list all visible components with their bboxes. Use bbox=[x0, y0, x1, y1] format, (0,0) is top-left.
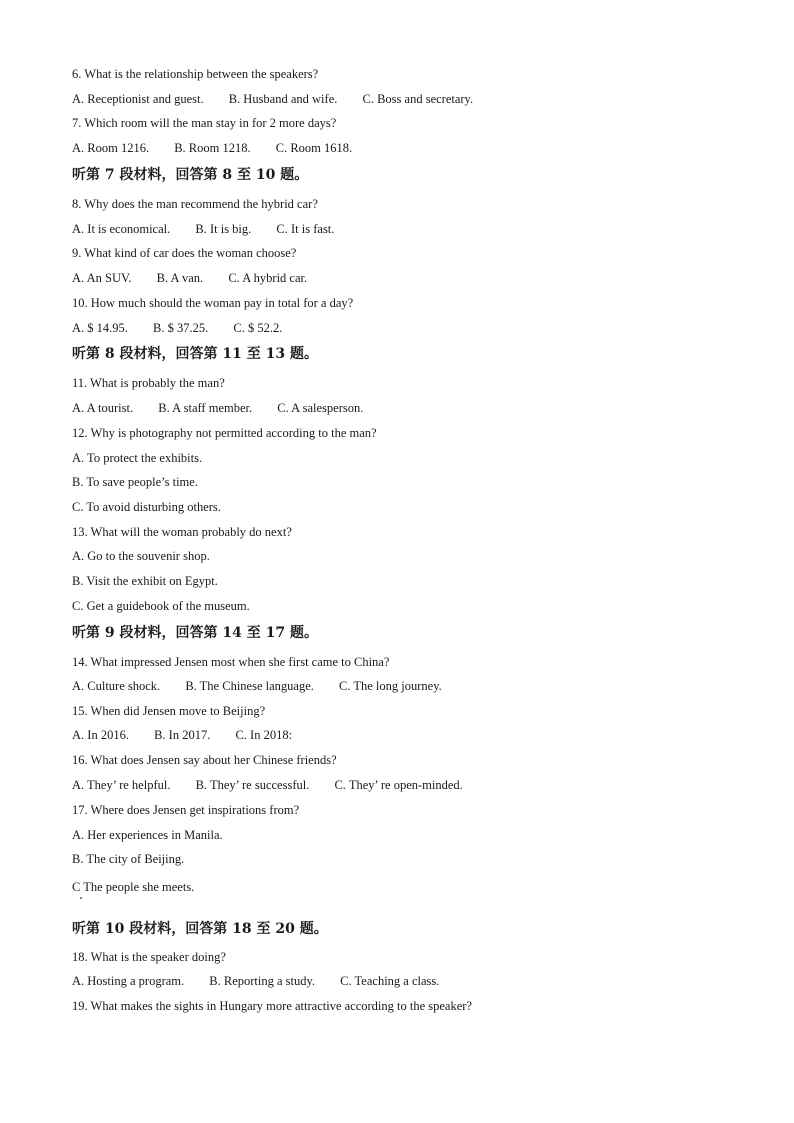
option-6b: B. Husband and wife. bbox=[228, 92, 338, 106]
option-11c: C. A salesperson. bbox=[277, 401, 364, 415]
option-8a: A. It is economical. bbox=[72, 222, 171, 236]
question-15: 15. When did Jensen move to Beijing? bbox=[72, 704, 266, 718]
option-12a: A. To protect the exhibits. bbox=[72, 451, 203, 465]
option-8c: C. It is fast. bbox=[276, 222, 335, 236]
option-9a: A. An SUV. bbox=[72, 271, 132, 285]
option-15a: A. In 2016. bbox=[72, 728, 129, 742]
option-10b: B. $ 37.25. bbox=[153, 321, 209, 335]
option-12c: C. To avoid disturbing others. bbox=[72, 500, 221, 514]
option-7c: C. Room 1618. bbox=[275, 141, 353, 155]
option-18c: C. Teaching a class. bbox=[340, 974, 440, 988]
option-16c: C. They’ re open-minded. bbox=[334, 778, 463, 792]
option-7a: A. Room 1216. bbox=[72, 141, 150, 155]
question-19: 19. What makes the sights in Hungary more attractive according to the speaker? bbox=[72, 999, 472, 1013]
question-10: 10. How much should the woman pay in total for a day? bbox=[72, 296, 354, 310]
section-heading-7: 听第 7 段材料，回答第 8 至 10 题。 bbox=[72, 167, 309, 183]
options-8 bbox=[72, 221, 334, 237]
option-10c: C. $ 52.2. bbox=[233, 321, 283, 335]
option-13a: A. Go to the souvenir shop. bbox=[72, 549, 210, 563]
option-16a: A. They’ re helpful. bbox=[72, 778, 171, 792]
option-16b: B. They’ re successful. bbox=[195, 778, 310, 792]
options-14 bbox=[72, 678, 442, 694]
option-14b: B. The Chinese language. bbox=[185, 679, 314, 693]
options-18 bbox=[72, 973, 439, 989]
option-17a: A. Her experiences in Manila. bbox=[72, 828, 223, 842]
option-17c: C The people she meets. bbox=[72, 880, 195, 894]
option-13b: B. Visit the exhibit on Egypt. bbox=[72, 574, 218, 588]
question-13: 13. What will the woman probably do next? bbox=[72, 525, 292, 539]
option-18b: B. Reporting a study. bbox=[209, 974, 316, 988]
question-8: 8. Why does the man recommend the hybrid car? bbox=[72, 197, 318, 211]
option-11a: A. A tourist. bbox=[72, 401, 134, 415]
question-14: 14. What impressed Jensen most when she first came to China? bbox=[72, 655, 390, 669]
section-heading-9: 听第 9 段材料，回答第 14 至 17 题。 bbox=[72, 625, 318, 641]
option-9b: B. A van. bbox=[156, 271, 204, 285]
options-16 bbox=[72, 777, 463, 793]
question-11: 11. What is probably the man? bbox=[72, 376, 225, 390]
options-10 bbox=[72, 320, 282, 336]
option-14a: A. Culture shock. bbox=[72, 679, 161, 693]
section-heading-10: 听第 10 段材料，回答第 18 至 20 题。 bbox=[72, 921, 328, 937]
option-9c: C. A hybrid car. bbox=[228, 271, 308, 285]
options-9 bbox=[72, 270, 307, 286]
question-18: 18. What is the speaker doing? bbox=[72, 950, 226, 964]
option-6c: C. Boss and secretary. bbox=[362, 92, 474, 106]
options-6 bbox=[72, 91, 473, 107]
options-15 bbox=[72, 727, 292, 743]
options-11 bbox=[72, 400, 363, 416]
stray-mark bbox=[80, 897, 82, 899]
section-heading-8: 听第 8 段材料，回答第 11 至 13 题。 bbox=[72, 346, 318, 362]
question-17: 17. Where does Jensen get inspirations from? bbox=[72, 803, 300, 817]
option-15b: B. In 2017. bbox=[154, 728, 211, 742]
question-9: 9. What kind of car does the woman choose? bbox=[72, 246, 297, 260]
option-10a: A. $ 14.95. bbox=[72, 321, 128, 335]
option-14c: C. The long journey. bbox=[339, 679, 442, 693]
option-8b: B. It is big. bbox=[195, 222, 252, 236]
option-6a: A. Receptionist and guest. bbox=[72, 92, 204, 106]
question-6: 6. What is the relationship between the speakers? bbox=[72, 67, 319, 81]
option-18a: A. Hosting a program. bbox=[72, 974, 185, 988]
question-7: 7. Which room will the man stay in for 2 more days? bbox=[72, 116, 337, 130]
question-16: 16. What does Jensen say about her Chinese friends? bbox=[72, 753, 337, 767]
option-17b: B. The city of Beijing. bbox=[72, 852, 185, 866]
options-7 bbox=[72, 140, 352, 156]
option-15c: C. In 2018: bbox=[235, 728, 293, 742]
option-13c: C. Get a guidebook of the museum. bbox=[72, 599, 250, 613]
option-11b: B. A staff member. bbox=[158, 401, 253, 415]
question-12: 12. Why is photography not permitted according to the man? bbox=[72, 426, 377, 440]
option-12b: B. To save people’s time. bbox=[72, 475, 198, 489]
option-7b: B. Room 1218. bbox=[174, 141, 251, 155]
